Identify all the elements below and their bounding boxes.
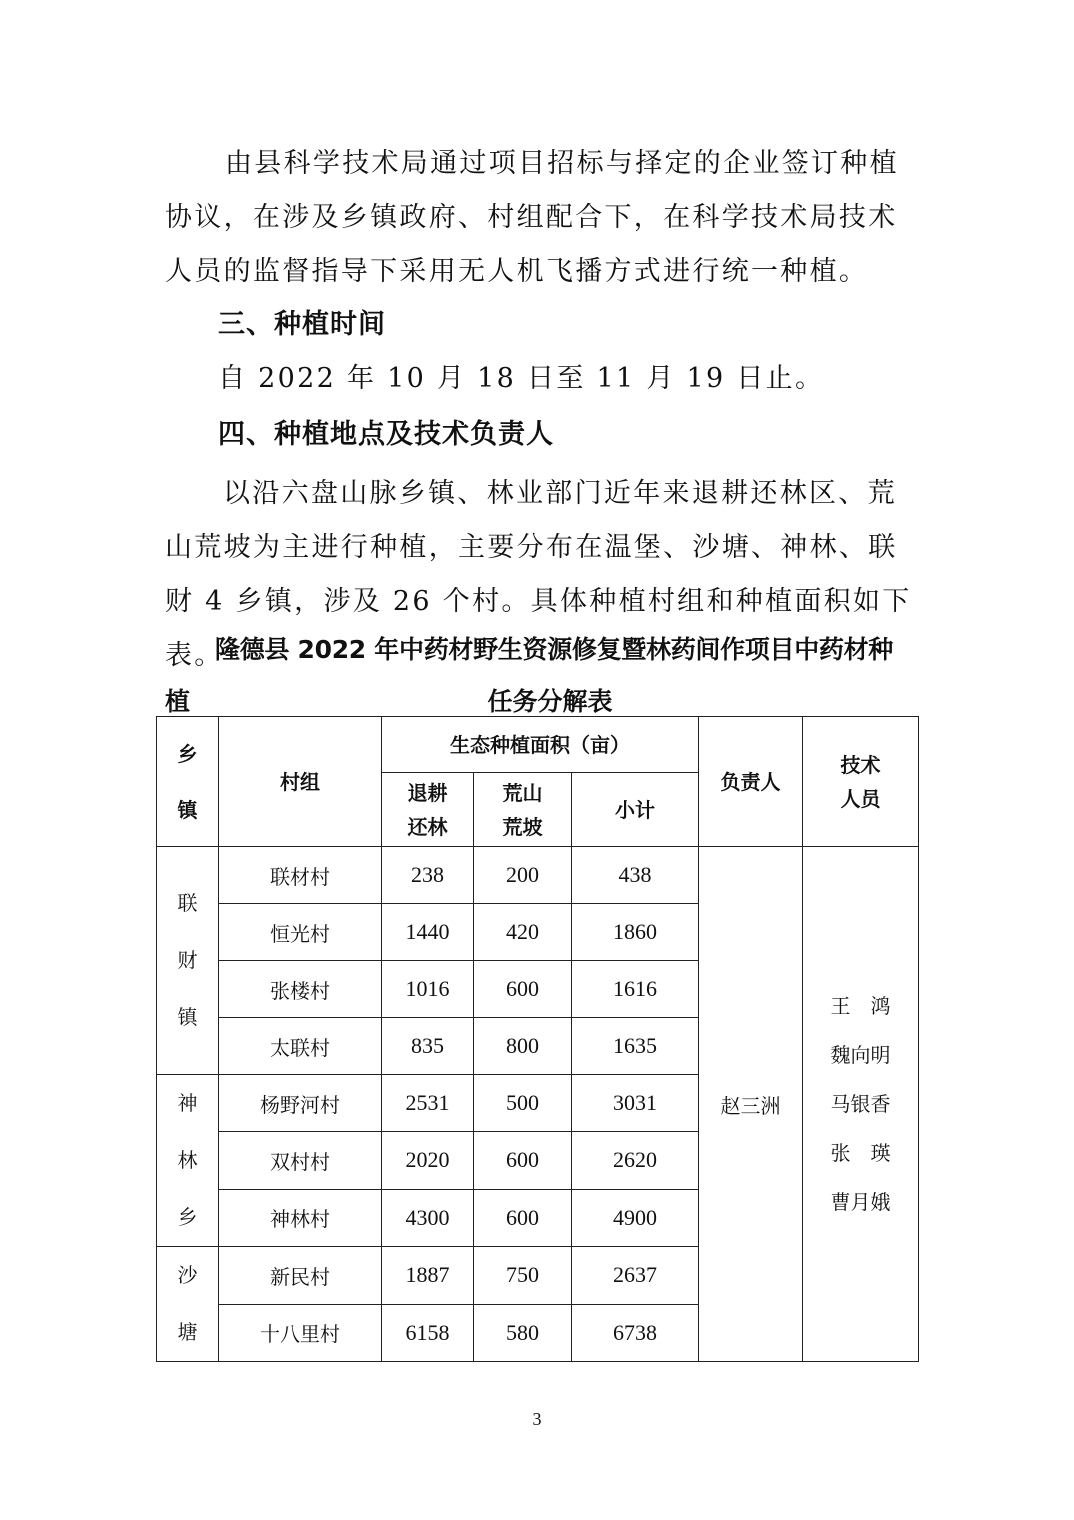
tech-staff-list [803, 847, 919, 1362]
tech-staff-name: 王 鸿 [830, 993, 891, 1018]
heading-planting-time: 三、种植时间 [218, 309, 386, 340]
cell-returned: 4300 [382, 1189, 474, 1246]
header-tech-line1: 技术 [840, 752, 881, 777]
table-title-line1: 隆德县 2022 年中药材野生资源修复暨林药间作项目中药材种植 [165, 635, 893, 716]
header-tech-line2: 人员 [840, 786, 881, 811]
cell-returned: 2020 [382, 1132, 474, 1189]
cell-village: 新民村 [219, 1247, 382, 1305]
cell-village: 十八里村 [219, 1304, 382, 1362]
township-shenlin-char-2: 林 [177, 1148, 198, 1172]
planting-date-range: 自 2022 年 10 月 18 日至 11 月 19 日止。 [218, 363, 825, 394]
cell-subtotal: 2620 [572, 1132, 699, 1189]
cell-barren: 750 [474, 1247, 572, 1305]
header-barren-hills [474, 773, 572, 847]
header-village: 村组 [219, 717, 382, 847]
cell-returned: 2531 [382, 1075, 474, 1132]
header-township-char-2: 镇 [177, 797, 198, 822]
tech-staff-name: 张 瑛 [830, 1140, 891, 1165]
cell-subtotal: 3031 [572, 1075, 699, 1132]
tech-staff-name: 魏向明 [830, 1042, 891, 1067]
cell-subtotal: 4900 [572, 1189, 699, 1246]
cell-returned: 1440 [382, 904, 474, 961]
header-returned-line2: 还林 [407, 814, 448, 839]
heading-location-and-staff: 四、种植地点及技术负责人 [218, 419, 554, 450]
responsible-person: 赵三洲 [699, 847, 803, 1362]
cell-returned: 6158 [382, 1304, 474, 1362]
cell-returned: 835 [382, 1018, 474, 1075]
cell-village: 杨野河村 [219, 1075, 382, 1132]
cell-barren: 500 [474, 1075, 572, 1132]
township-shenlin-char-3: 乡 [177, 1205, 198, 1229]
table-title-line2: 任务分解表 [487, 687, 613, 716]
header-responsible: 负责人 [699, 717, 803, 847]
cell-village: 太联村 [219, 1018, 382, 1075]
cell-village: 张楼村 [219, 961, 382, 1018]
cell-barren: 580 [474, 1304, 572, 1362]
cell-village: 双村村 [219, 1132, 382, 1189]
cell-subtotal: 1616 [572, 961, 699, 1018]
township-liancai-char-3: 镇 [177, 1005, 198, 1029]
header-barren-line2: 荒坡 [502, 814, 543, 839]
cell-returned: 238 [382, 847, 474, 904]
tech-staff-name: 曹月娥 [830, 1189, 891, 1214]
township-shatang [157, 1247, 219, 1362]
cell-village: 神林村 [219, 1189, 382, 1246]
township-shenlin-char-1: 神 [177, 1091, 198, 1115]
cell-subtotal: 1860 [572, 904, 699, 961]
paragraph-implementation: 由县科学技术局通过项目招标与择定的企业签订种植协议，在涉及乡镇政府、村组配合下，在科学技术局技术人员的监督指导下采用无人机飞播方式进行统一种植。 [165, 148, 899, 287]
township-liancai-char-1: 联 [177, 891, 198, 915]
header-area-group: 生态种植面积（亩） [382, 717, 699, 773]
header-returned-line1: 退耕 [407, 780, 448, 805]
cell-returned: 1887 [382, 1247, 474, 1305]
cell-subtotal: 6738 [572, 1304, 699, 1362]
header-subtotal: 小计 [572, 773, 699, 847]
page-number: 3 [532, 1409, 542, 1429]
cell-subtotal: 1635 [572, 1018, 699, 1075]
tech-staff-name: 马银香 [830, 1091, 891, 1116]
cell-village: 恒光村 [219, 904, 382, 961]
township-liancai [157, 847, 219, 1075]
cell-barren: 600 [474, 961, 572, 1018]
paragraph-location: 以沿六盘山脉乡镇、林业部门近年来退耕还林区、荒山荒坡为主进行种植，主要分布在温堡、沙塘、神林、联财 4 乡镇，涉及 26 个村。具体种植村组和种植面积如下表。 [165, 478, 912, 671]
township-shatang-char-1: 沙 [177, 1263, 198, 1287]
header-tech-staff [803, 717, 919, 847]
cell-barren: 600 [474, 1132, 572, 1189]
cell-returned: 1016 [382, 961, 474, 1018]
header-township [157, 717, 219, 847]
township-shenlin [157, 1075, 219, 1247]
cell-barren: 600 [474, 1189, 572, 1246]
header-barren-line1: 荒山 [502, 780, 543, 805]
cell-village: 联材村 [219, 847, 382, 904]
header-township-char-1: 乡 [177, 741, 198, 766]
cell-subtotal: 2637 [572, 1247, 699, 1305]
township-liancai-char-2: 财 [177, 948, 198, 972]
task-breakdown-table [156, 716, 919, 1362]
cell-barren: 200 [474, 847, 572, 904]
cell-subtotal: 438 [572, 847, 699, 904]
cell-barren: 800 [474, 1018, 572, 1075]
header-returned-farmland [382, 773, 474, 847]
cell-barren: 420 [474, 904, 572, 961]
township-shatang-char-2: 塘 [177, 1320, 198, 1344]
